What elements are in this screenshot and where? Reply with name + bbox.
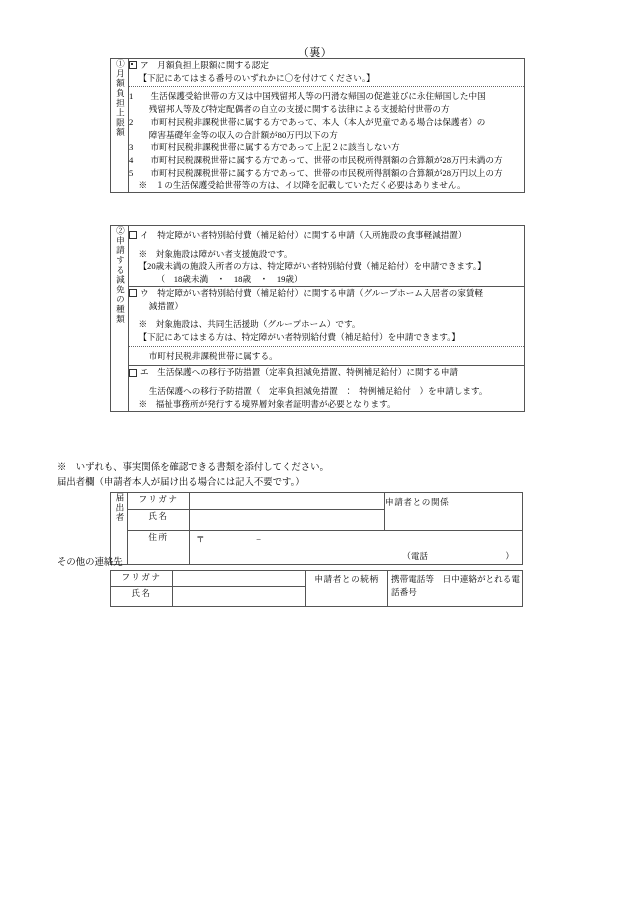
section1-vertical-label: 月額負担上限額	[115, 68, 126, 138]
section2-index-label: ②	[115, 226, 126, 236]
choice-4-line1: 市町村民税課税世帯に属する方であって、世帯の市民税所得割額の合算額が28万円未満の方	[150, 155, 503, 166]
todokedesha-side-label: 届出者	[114, 493, 125, 523]
todokedesha-side-label-cell	[111, 493, 128, 565]
item-i-bracket: 【20歳未満の施設入所者の方は、特定障がい者特別給付費（補足給付）を申請できます。】	[138, 261, 486, 272]
name-input[interactable]	[190, 510, 385, 531]
item-e-apply-line[interactable]: 生活保護への移行予防措置（ 定率負担減免措置 ： 特例補足給付 ）を申請します。	[148, 386, 488, 397]
item-u-note: ※ 対象施設は、共同生活援助（グループホーム）です。	[138, 319, 361, 330]
item-e-note: ※ 福祉事務所が発行する境界層対象者証明書が必要となります。	[138, 398, 396, 409]
label-todokedesha-section: 届出者欄（申請者本人が届け出る場合には記入不要です。）	[57, 478, 305, 488]
choice-row	[129, 90, 524, 103]
section-genmen-table	[110, 225, 525, 412]
other-phone-cell[interactable]	[388, 571, 523, 607]
section2-vertical-label: 申請する減免の種類	[115, 235, 126, 325]
other-relation-label: 申請者との続柄	[314, 574, 379, 584]
choice-1-line2: 残留邦人等及び特定配偶者の自立の支援に関する法律による支援給付世帯の方	[148, 104, 450, 115]
choice-row	[129, 154, 524, 167]
choice-5-line1: 市町村民税課税世帯に属する方であって、世帯の市民税所得割額の合算額が28万円以上の方	[150, 167, 503, 178]
item-u-title-line2: 減措置）	[148, 300, 184, 311]
relation-label: 申請者との関係	[385, 497, 450, 507]
divider-dashed	[129, 86, 524, 87]
section1-index-cell	[111, 59, 129, 193]
other-name-input[interactable]	[173, 587, 306, 607]
other-furigana-input[interactable]	[173, 571, 306, 587]
item-e-row[interactable]	[129, 366, 524, 379]
other-relation-cell[interactable]	[306, 571, 388, 607]
item-i-note: ※ 対象施設は障がい者支援施設です。	[138, 248, 293, 259]
item-i-row[interactable]	[129, 229, 524, 242]
item-u-condition: 市町村民税非課税世帯に属する。	[148, 350, 278, 361]
checkbox-item-i-icon[interactable]	[129, 231, 137, 239]
section1-index-label: ①	[115, 59, 126, 69]
choice-row	[129, 116, 524, 129]
choice-2-line2: 障害基礎年金等の収入の合計額が80万円以下の方	[148, 129, 338, 140]
page-side-marker: （裏）	[297, 47, 333, 59]
telephone-label: （電話	[402, 550, 429, 561]
checkbox-item-e-icon[interactable]	[129, 369, 137, 377]
other-furigana-label: フリガナ	[111, 571, 173, 587]
checkbox-item-a-icon[interactable]	[129, 61, 137, 69]
other-phone-label: 携帯電話等 日中連絡がとれる電話番号	[391, 574, 520, 597]
note-attachment: ※ いずれも、事実関係を確認できる書類を添付してください。	[57, 463, 329, 473]
item-a-title: 月額負担上限額に関する認定	[157, 60, 269, 70]
other-name-label: 氏名	[111, 587, 173, 607]
item-i-title: 特定障がい者特別給付費（補足給付）に関する申請（入所施設の食事軽減措置）	[157, 230, 467, 240]
item-a-row[interactable]	[129, 59, 524, 72]
furigana-input[interactable]	[190, 493, 385, 510]
address-label: 住所	[128, 531, 190, 565]
item-u-title-line1: 特定障がい者特別給付費（補足給付）に関する申請（グループホーム入居者の家賃軽	[157, 287, 484, 298]
name-label: 氏名	[128, 510, 190, 531]
other-contact-table	[110, 570, 523, 607]
item-e-marker: エ	[140, 367, 149, 378]
choice-4-no: 4	[129, 155, 134, 166]
item-u-row[interactable]	[129, 287, 524, 300]
item-u-bracket: 【下記にあてはまる方は、特定障がい者特別給付費（補足給付）を申請できます。】	[138, 332, 461, 343]
telephone-field[interactable]	[190, 546, 522, 565]
section2-index-cell	[111, 226, 129, 412]
item-u-marker: ウ	[140, 287, 149, 298]
section1-body-cell	[129, 59, 525, 193]
section-gendogaku-table	[110, 58, 525, 193]
section1-footnote: ※ １の生活保護受給世帯等の方は、イ以降を記載していただく必要はありません。	[138, 180, 466, 191]
furigana-label: フリガナ	[128, 493, 190, 510]
item-i-age-options[interactable]: （ 18歳未満 ・ 18歳 ・ 19歳）	[156, 274, 303, 285]
item-i-marker: イ	[140, 230, 149, 240]
choice-1-line1: 生活保護受給世帯の方又は中国残留邦人等の円滑な帰国の促進並びに永住帰国した中国	[150, 91, 486, 102]
choice-3-no: 3	[129, 142, 134, 153]
item-u-cell	[129, 286, 525, 366]
choice-2-no: 2	[129, 116, 134, 127]
address-cell[interactable]	[190, 531, 523, 565]
item-i-cell	[129, 226, 525, 287]
choice-row	[129, 141, 524, 154]
item-a-marker: ア	[140, 60, 149, 70]
todokedesha-table	[110, 492, 523, 565]
choice-5-no: 5	[129, 167, 134, 178]
item-e-title: 生活保護への移行予防措置（定率負担減免措置、特例補足給付）に関する申請	[157, 367, 459, 378]
choice-row	[129, 167, 524, 180]
item-a-instruction: 【下記にあてはまる番号のいずれかに〇を付けてください。】	[138, 72, 375, 83]
choice-1-no: 1	[129, 91, 134, 102]
choice-3-line1: 市町村民税非課税世帯に属する方であって上記２に該当しない方	[150, 142, 400, 153]
telephone-close-paren: ）	[505, 550, 514, 561]
label-other-contact-section: その他の連絡先	[57, 558, 123, 568]
postal-code-field[interactable]: 〒 −	[196, 534, 262, 544]
relation-cell[interactable]	[385, 493, 523, 531]
divider-dashed	[129, 346, 524, 347]
item-e-cell	[129, 366, 525, 411]
choice-2-line1: 市町村民税非課税世帯に属する方であって、本人（本人が児童である場合は保護者）の	[150, 116, 486, 127]
checkbox-item-u-icon[interactable]	[129, 289, 137, 297]
